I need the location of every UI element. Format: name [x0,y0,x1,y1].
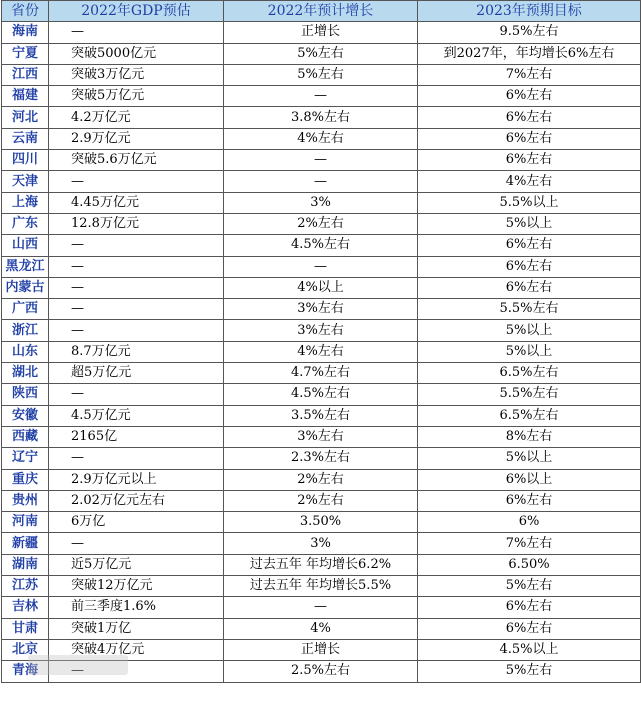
gdp-2022-cell: 8.7万亿元 [49,341,224,362]
growth-2022-cell: 4%以上 [224,277,418,298]
table-row [2,426,641,447]
table-row [2,363,641,384]
target-2023-cell: 5.5%左右 [418,299,641,320]
growth-2022-cell: 4%左右 [224,128,418,149]
province-cell: 黑龙江 [2,256,49,277]
growth-2022-cell: 3.5%左右 [224,405,418,426]
table-row [2,107,641,128]
target-2023-cell: 8%左右 [418,426,641,447]
table-row [2,341,641,362]
target-2023-cell: 6.50% [418,554,641,575]
table-row [2,128,641,149]
table-row [2,192,641,213]
growth-2022-cell: 过去五年 年均增长6.2% [224,554,418,575]
growth-2022-cell: 3% [224,192,418,213]
province-cell: 贵州 [2,490,49,511]
gdp-2022-cell: 突破12万亿元 [49,576,224,597]
growth-2022-cell: 正增长 [224,639,418,660]
target-2023-cell: 6.5%左右 [418,405,641,426]
province-cell: 陕西 [2,384,49,405]
growth-2022-cell: 5%左右 [224,64,418,85]
growth-2022-cell: 2.3%左右 [224,448,418,469]
gdp-2022-cell: 突破5.6万亿元 [49,150,224,171]
target-2023-cell: 到2027年，年均增长6%左右 [418,43,641,64]
gdp-2022-cell: 4.5万亿元 [49,405,224,426]
table-row [2,554,641,575]
target-2023-cell: 6% [418,512,641,533]
header-target-2023: 2023年预期目标 [418,1,641,22]
province-cell: 安徽 [2,405,49,426]
province-cell: 浙江 [2,320,49,341]
gdp-2022-cell: 4.2万亿元 [49,107,224,128]
gdp-2022-cell: 突破4万亿元 [49,639,224,660]
province-cell: 广东 [2,213,49,234]
growth-2022-cell: 3%左右 [224,426,418,447]
gdp-2022-cell: — [49,277,224,298]
province-cell: 辽宁 [2,448,49,469]
province-cell: 湖北 [2,363,49,384]
target-2023-cell: 6.5%左右 [418,363,641,384]
province-cell: 山西 [2,235,49,256]
province-cell: 甘肃 [2,618,49,639]
province-cell: 四川 [2,150,49,171]
table-row [2,618,641,639]
province-cell: 海南 [2,22,49,43]
gdp-2022-cell: 2165亿 [49,426,224,447]
province-cell: 北京 [2,639,49,660]
table-row [2,384,641,405]
gdp-2022-cell: 超5万亿元 [49,363,224,384]
gdp-2022-cell: 2.9万亿元 [49,128,224,149]
target-2023-cell: 6%左右 [418,86,641,107]
target-2023-cell: 6%左右 [418,235,641,256]
table-row [2,277,641,298]
target-2023-cell: 4%左右 [418,171,641,192]
growth-2022-cell: 2.5%左右 [224,661,418,682]
province-cell: 内蒙古 [2,277,49,298]
target-2023-cell: 5%以上 [418,341,641,362]
table-row [2,469,641,490]
table-row [2,490,641,511]
growth-2022-cell: 2%左右 [224,490,418,511]
growth-2022-cell: 2%左右 [224,213,418,234]
gdp-2022-cell: 2.02万亿元左右 [49,490,224,511]
table-body [2,22,641,682]
province-cell: 江西 [2,64,49,85]
target-2023-cell: 4.5%以上 [418,639,641,660]
header-gdp-2022: 2022年GDP预估 [49,1,224,22]
growth-2022-cell: — [224,150,418,171]
gdp-2022-cell: 6万亿 [49,512,224,533]
gdp-2022-cell: — [49,171,224,192]
target-2023-cell: 5%以上 [418,213,641,234]
gdp-2022-cell: — [49,235,224,256]
header-growth-2022: 2022年预计增长 [224,1,418,22]
gdp-2022-cell: — [49,299,224,320]
target-2023-cell: 5%以上 [418,448,641,469]
header-province: 省份 [2,1,49,22]
table-row [2,320,641,341]
target-2023-cell: 5.5%以上 [418,192,641,213]
table-row [2,512,641,533]
target-2023-cell: 5%左右 [418,576,641,597]
gdp-2022-cell: — [49,256,224,277]
target-2023-cell: 6%左右 [418,107,641,128]
gdp-2022-cell: 近5万亿元 [49,554,224,575]
province-gdp-table [1,0,641,683]
province-cell: 湖南 [2,554,49,575]
table-row [2,235,641,256]
province-cell: 西藏 [2,426,49,447]
gdp-2022-cell: 2.9万亿元以上 [49,469,224,490]
growth-2022-cell: 过去五年 年均增长5.5% [224,576,418,597]
province-cell: 山东 [2,341,49,362]
table-row [2,86,641,107]
province-cell: 重庆 [2,469,49,490]
gdp-2022-cell: — [49,533,224,554]
target-2023-cell: 5%左右 [418,661,641,682]
gdp-2022-cell: — [49,448,224,469]
watermark [28,655,128,675]
table-row [2,64,641,85]
target-2023-cell: 6%左右 [418,256,641,277]
table-row [2,533,641,554]
gdp-2022-cell: 4.45万亿元 [49,192,224,213]
province-cell: 天津 [2,171,49,192]
table-row [2,213,641,234]
header-row [2,1,641,22]
growth-2022-cell: 3.8%左右 [224,107,418,128]
table-row [2,299,641,320]
growth-2022-cell: 2%左右 [224,469,418,490]
growth-2022-cell: 4%左右 [224,341,418,362]
table-row [2,597,641,618]
table-row [2,256,641,277]
province-cell: 河北 [2,107,49,128]
growth-2022-cell: 3% [224,533,418,554]
gdp-2022-cell: 突破5000亿元 [49,43,224,64]
table-row [2,405,641,426]
province-cell: 新疆 [2,533,49,554]
table-row [2,150,641,171]
target-2023-cell: 7%左右 [418,533,641,554]
target-2023-cell: 6%左右 [418,277,641,298]
target-2023-cell: 6%左右 [418,128,641,149]
target-2023-cell: 6%左右 [418,150,641,171]
growth-2022-cell: 3.50% [224,512,418,533]
table-row [2,448,641,469]
province-cell: 福建 [2,86,49,107]
growth-2022-cell: — [224,256,418,277]
growth-2022-cell: 3%左右 [224,320,418,341]
gdp-2022-cell: 12.8万亿元 [49,213,224,234]
province-cell: 吉林 [2,597,49,618]
target-2023-cell: 6%左右 [418,597,641,618]
province-cell: 江苏 [2,576,49,597]
target-2023-cell: 6%以上 [418,469,641,490]
growth-2022-cell: 正增长 [224,22,418,43]
target-2023-cell: 6%左右 [418,490,641,511]
province-cell: 广西 [2,299,49,320]
target-2023-cell: 9.5%左右 [418,22,641,43]
growth-2022-cell: — [224,86,418,107]
table-row [2,22,641,43]
growth-2022-cell: 3%左右 [224,299,418,320]
target-2023-cell: 7%左右 [418,64,641,85]
province-cell: 青海 [2,661,49,682]
gdp-2022-cell: — [49,661,224,682]
growth-2022-cell: — [224,171,418,192]
growth-2022-cell: 4.5%左右 [224,235,418,256]
gdp-2022-cell: 突破1万亿 [49,618,224,639]
growth-2022-cell: 5%左右 [224,43,418,64]
table-row [2,171,641,192]
target-2023-cell: 6%左右 [418,618,641,639]
province-cell: 河南 [2,512,49,533]
growth-2022-cell: 4% [224,618,418,639]
growth-2022-cell: 4.7%左右 [224,363,418,384]
target-2023-cell: 5%以上 [418,320,641,341]
province-cell: 云南 [2,128,49,149]
table-row [2,43,641,64]
gdp-2022-cell: — [49,22,224,43]
province-cell: 宁夏 [2,43,49,64]
target-2023-cell: 5.5%左右 [418,384,641,405]
table-header [2,1,641,22]
province-cell: 上海 [2,192,49,213]
growth-2022-cell: 4.5%左右 [224,384,418,405]
growth-2022-cell: — [224,597,418,618]
gdp-2022-cell: — [49,384,224,405]
table-row [2,576,641,597]
gdp-2022-cell: 突破5万亿元 [49,86,224,107]
gdp-2022-cell: — [49,320,224,341]
gdp-2022-cell: 突破3万亿元 [49,64,224,85]
gdp-2022-cell: 前三季度1.6% [49,597,224,618]
